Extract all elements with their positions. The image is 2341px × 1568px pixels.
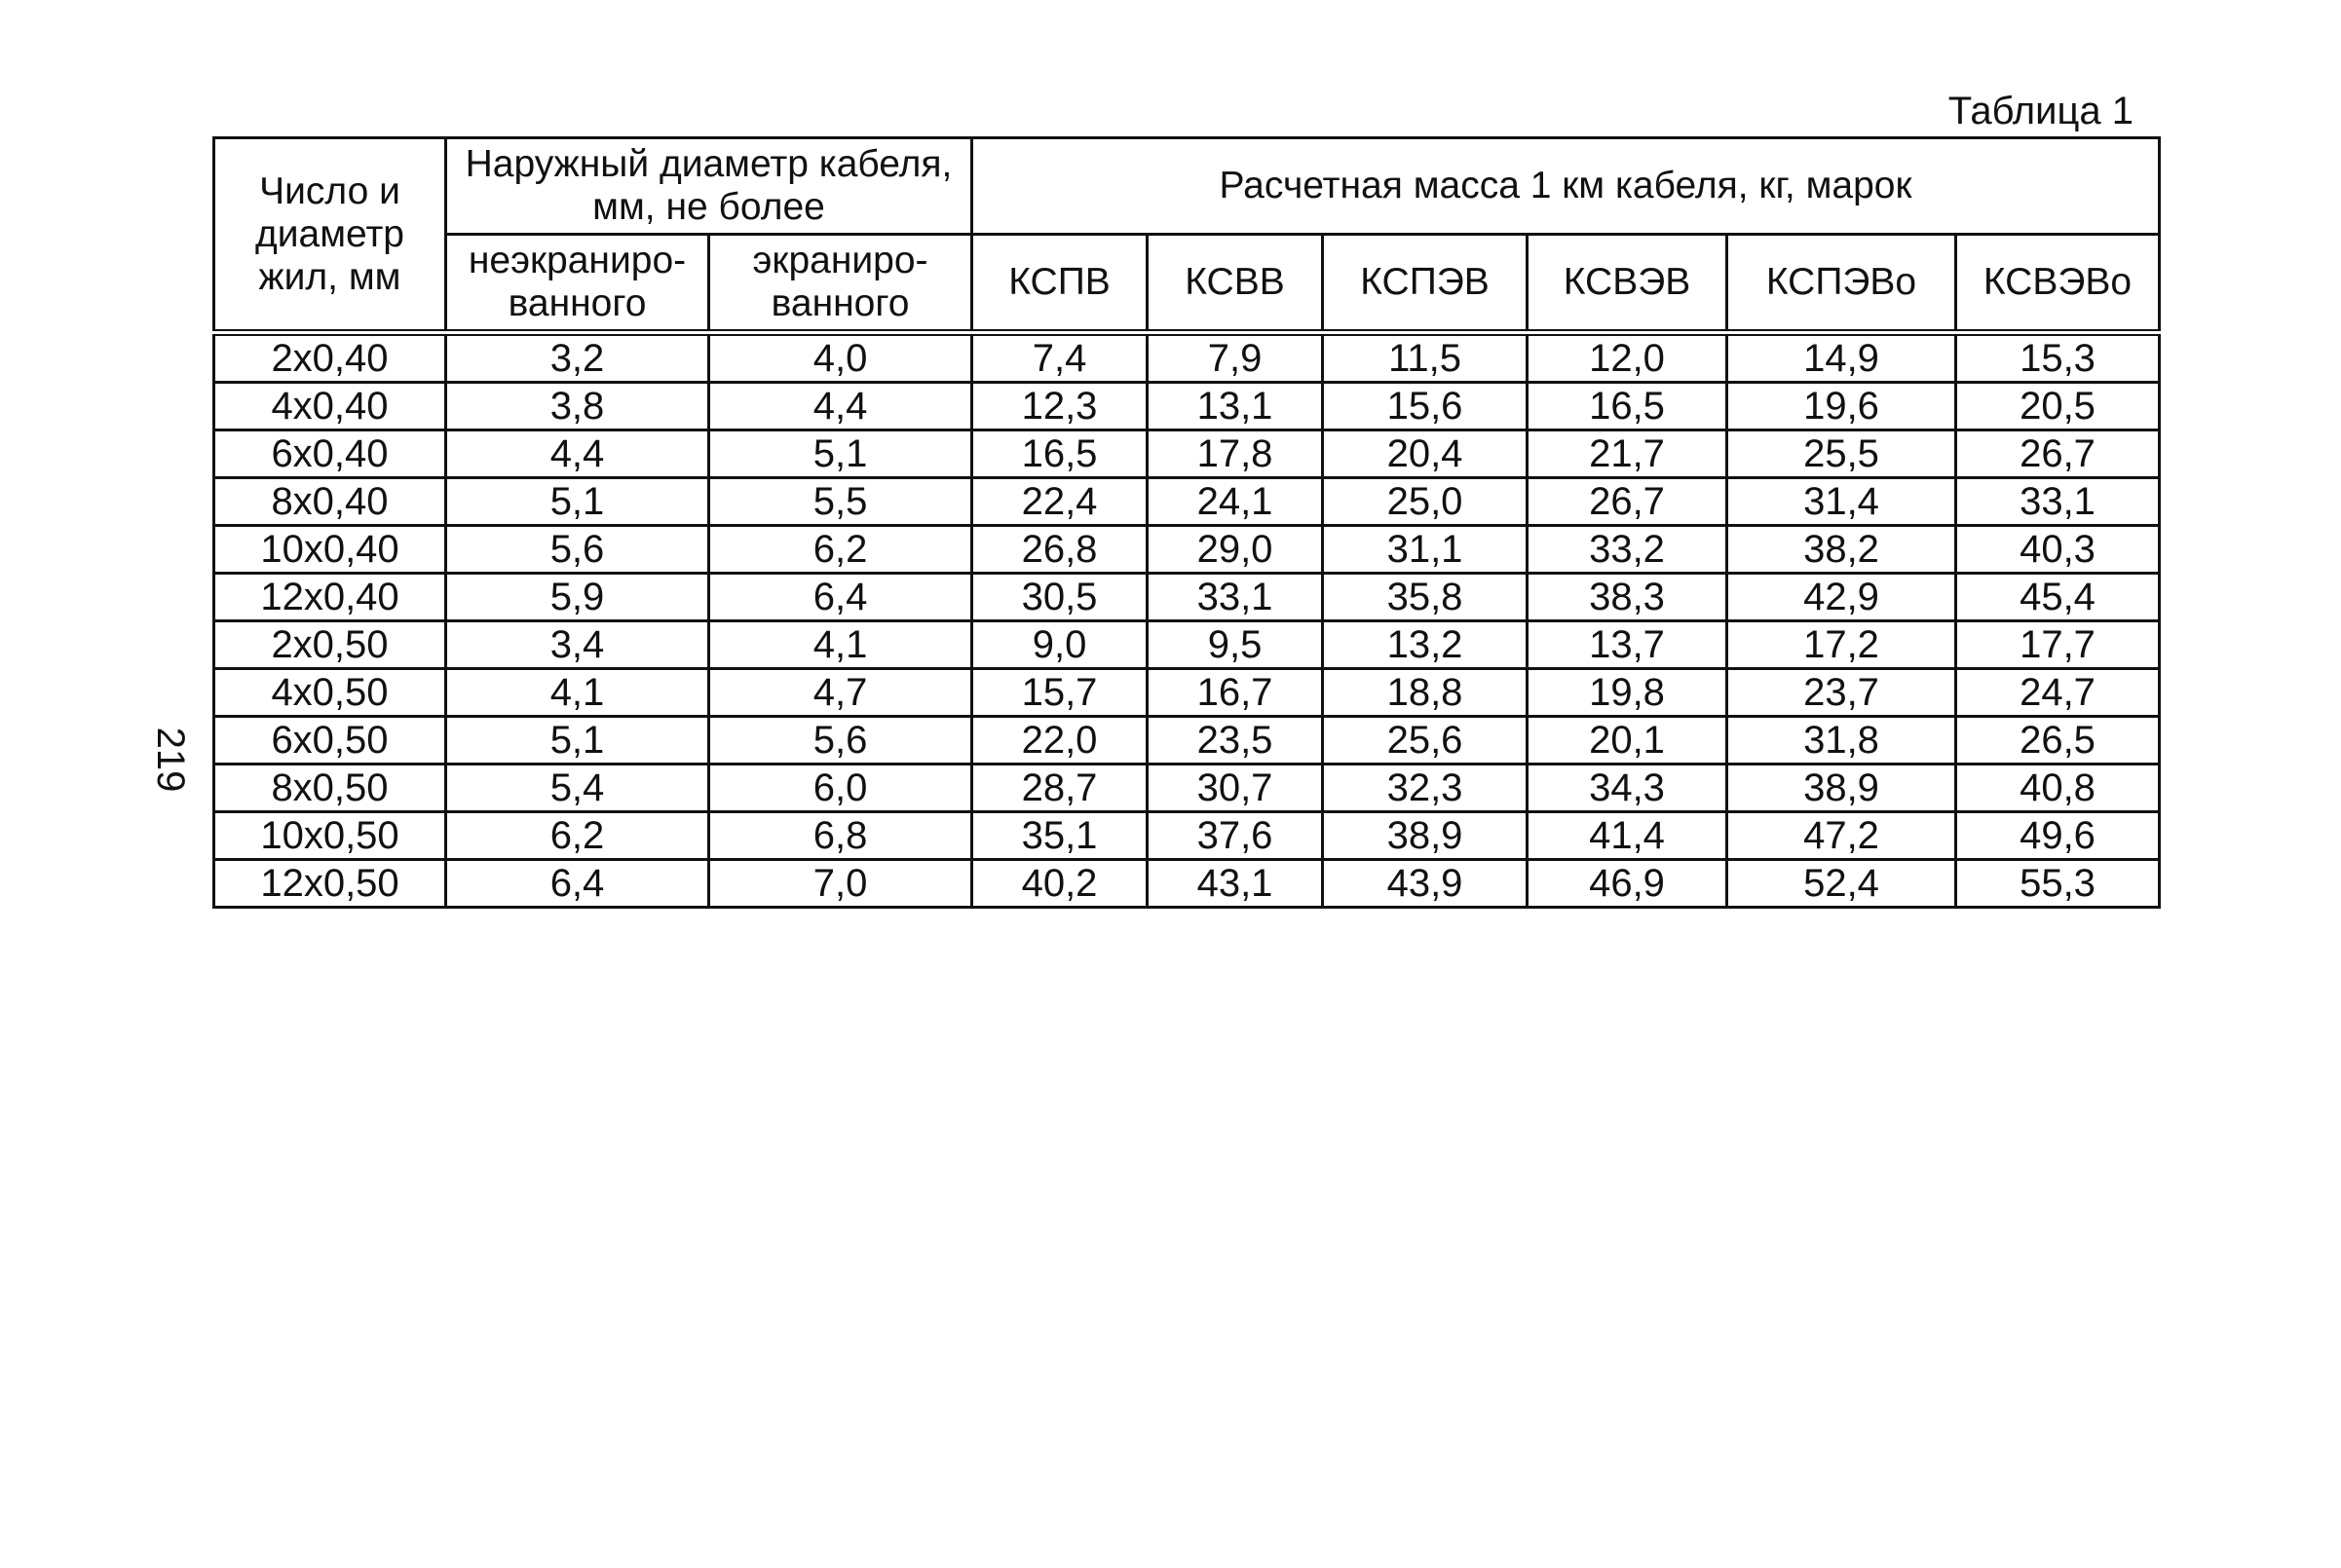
table-cell-value: 20,4	[1323, 430, 1528, 478]
table-caption: Таблица 1	[1947, 90, 2133, 132]
table-cell-value: 5,6	[709, 717, 972, 765]
table-cell-value: 18,8	[1323, 669, 1528, 717]
table-cell-value: 28,7	[972, 765, 1148, 812]
table-cell-wires: 12х0,40	[214, 574, 446, 621]
table-cell-value: 26,8	[972, 526, 1148, 574]
table-cell-value: 6,4	[709, 574, 972, 621]
table-cell-value: 40,3	[1956, 526, 2160, 574]
table-cell-value: 42,9	[1727, 574, 1956, 621]
table-cell-value: 6,4	[446, 860, 709, 908]
table-cell-value: 40,8	[1956, 765, 2160, 812]
table-row	[214, 669, 2160, 717]
table-cell-value: 38,9	[1727, 765, 1956, 812]
table-row	[214, 765, 2160, 812]
table-cell-value: 13,7	[1528, 621, 1727, 669]
table-cell-value: 15,3	[1956, 333, 2160, 383]
table-cell-value: 45,4	[1956, 574, 2160, 621]
table-cell-value: 30,5	[972, 574, 1148, 621]
table-cell-value: 12,3	[972, 383, 1148, 430]
table-cell-value: 47,2	[1727, 812, 1956, 860]
header-grade-ksvev: КСВЭВ	[1528, 235, 1727, 333]
table-cell-wires: 2х0,50	[214, 621, 446, 669]
table-cell-value: 32,3	[1323, 765, 1528, 812]
header-grade-kspev: КСПЭВ	[1323, 235, 1528, 333]
table-cell-value: 19,8	[1528, 669, 1727, 717]
table-row	[214, 574, 2160, 621]
header-mass-group: Расчетная масса 1 км кабеля, кг, марок	[972, 138, 2160, 235]
table-cell-value: 21,7	[1528, 430, 1727, 478]
table-cell-value: 15,7	[972, 669, 1148, 717]
table-cell-value: 13,1	[1148, 383, 1323, 430]
table-row	[214, 333, 2160, 383]
table-cell-value: 35,1	[972, 812, 1148, 860]
table-cell-value: 22,0	[972, 717, 1148, 765]
table-cell-value: 5,1	[709, 430, 972, 478]
table-cell-value: 29,0	[1148, 526, 1323, 574]
table-cell-value: 17,2	[1727, 621, 1956, 669]
table-cell-value: 31,4	[1727, 478, 1956, 526]
table-cell-value: 16,5	[1528, 383, 1727, 430]
table-header	[214, 138, 2160, 333]
table-cell-value: 26,5	[1956, 717, 2160, 765]
table-cell-value: 3,2	[446, 333, 709, 383]
header-shielded: экраниро-ванного	[709, 235, 972, 333]
table-cell-value: 26,7	[1956, 430, 2160, 478]
table-cell-value: 33,1	[1956, 478, 2160, 526]
table-cell-value: 3,4	[446, 621, 709, 669]
table-row	[214, 621, 2160, 669]
cable-data-table	[212, 136, 2161, 909]
table-cell-value: 6,8	[709, 812, 972, 860]
header-grade-kspevo: КСПЭВо	[1727, 235, 1956, 333]
table-cell-wires: 6х0,40	[214, 430, 446, 478]
table-cell-value: 4,0	[709, 333, 972, 383]
table-cell-wires: 4х0,50	[214, 669, 446, 717]
table-row	[214, 383, 2160, 430]
header-diameter-group: Наружный диаметр кабеля, мм, не более	[446, 138, 972, 235]
table-cell-wires: 2х0,40	[214, 333, 446, 383]
table-row	[214, 478, 2160, 526]
table-cell-value: 23,5	[1148, 717, 1323, 765]
table-cell-value: 15,6	[1323, 383, 1528, 430]
table-cell-value: 9,0	[972, 621, 1148, 669]
table-cell-value: 46,9	[1528, 860, 1727, 908]
table-row	[214, 860, 2160, 908]
table-cell-value: 41,4	[1528, 812, 1727, 860]
table-cell-value: 55,3	[1956, 860, 2160, 908]
table-cell-value: 38,9	[1323, 812, 1528, 860]
table-cell-value: 6,2	[709, 526, 972, 574]
table-cell-value: 16,7	[1148, 669, 1323, 717]
table-cell-value: 33,2	[1528, 526, 1727, 574]
table-cell-value: 43,9	[1323, 860, 1528, 908]
table-cell-value: 40,2	[972, 860, 1148, 908]
table-cell-value: 30,7	[1148, 765, 1323, 812]
table-cell-value: 17,8	[1148, 430, 1323, 478]
header-grade-ksvevo: КСВЭВо	[1956, 235, 2160, 333]
table-cell-value: 31,8	[1727, 717, 1956, 765]
table-cell-value: 17,7	[1956, 621, 2160, 669]
table-cell-value: 9,5	[1148, 621, 1323, 669]
table-cell-value: 7,4	[972, 333, 1148, 383]
table-body	[214, 333, 2160, 908]
table-cell-value: 5,1	[446, 478, 709, 526]
table-cell-value: 35,8	[1323, 574, 1528, 621]
header-grade-kspv: КСПВ	[972, 235, 1148, 333]
table-cell-value: 31,1	[1323, 526, 1528, 574]
table-cell-value: 25,6	[1323, 717, 1528, 765]
table-cell-value: 5,9	[446, 574, 709, 621]
table-cell-value: 22,4	[972, 478, 1148, 526]
table-cell-value: 7,9	[1148, 333, 1323, 383]
table-row	[214, 430, 2160, 478]
table-cell-value: 13,2	[1323, 621, 1528, 669]
table-row	[214, 717, 2160, 765]
table-cell-value: 52,4	[1727, 860, 1956, 908]
table-cell-value: 4,4	[709, 383, 972, 430]
table-cell-value: 14,9	[1727, 333, 1956, 383]
table-cell-value: 4,7	[709, 669, 972, 717]
header-row-sub	[214, 235, 2160, 333]
table-row	[214, 812, 2160, 860]
table-cell-value: 24,7	[1956, 669, 2160, 717]
table-cell-wires: 12х0,50	[214, 860, 446, 908]
table-cell-value: 37,6	[1148, 812, 1323, 860]
table-cell-value: 4,1	[446, 669, 709, 717]
table-cell-value: 25,0	[1323, 478, 1528, 526]
table-cell-wires: 8х0,40	[214, 478, 446, 526]
table-cell-value: 24,1	[1148, 478, 1323, 526]
table-cell-value: 6,0	[709, 765, 972, 812]
header-wires: Число и диаметр жил, мм	[214, 138, 446, 333]
header-grade-ksvv: КСВВ	[1148, 235, 1323, 333]
table-cell-value: 34,3	[1528, 765, 1727, 812]
table-cell-wires: 8х0,50	[214, 765, 446, 812]
table-cell-value: 4,1	[709, 621, 972, 669]
header-unshielded: неэкраниро-ванного	[446, 235, 709, 333]
table-cell-value: 6,2	[446, 812, 709, 860]
table-cell-value: 38,2	[1727, 526, 1956, 574]
table-cell-value: 12,0	[1528, 333, 1727, 383]
table-cell-wires: 10х0,50	[214, 812, 446, 860]
table-cell-value: 5,6	[446, 526, 709, 574]
table-cell-value: 33,1	[1148, 574, 1323, 621]
table-cell-value: 20,1	[1528, 717, 1727, 765]
table-cell-value: 49,6	[1956, 812, 2160, 860]
table-cell-value: 11,5	[1323, 333, 1528, 383]
table-cell-value: 43,1	[1148, 860, 1323, 908]
table-cell-value: 5,4	[446, 765, 709, 812]
page-number: 219	[149, 727, 192, 793]
header-row-top	[214, 138, 2160, 235]
table-cell-value: 4,4	[446, 430, 709, 478]
table-cell-value: 7,0	[709, 860, 972, 908]
table-row	[214, 526, 2160, 574]
table-cell-wires: 6х0,50	[214, 717, 446, 765]
table-cell-value: 5,1	[446, 717, 709, 765]
table-cell-value: 16,5	[972, 430, 1148, 478]
table-cell-value: 25,5	[1727, 430, 1956, 478]
table-cell-wires: 4х0,40	[214, 383, 446, 430]
table-cell-value: 3,8	[446, 383, 709, 430]
table-cell-value: 20,5	[1956, 383, 2160, 430]
table-cell-wires: 10х0,40	[214, 526, 446, 574]
table-cell-value: 19,6	[1727, 383, 1956, 430]
table-cell-value: 38,3	[1528, 574, 1727, 621]
table-cell-value: 5,5	[709, 478, 972, 526]
table-cell-value: 23,7	[1727, 669, 1956, 717]
table-cell-value: 26,7	[1528, 478, 1727, 526]
